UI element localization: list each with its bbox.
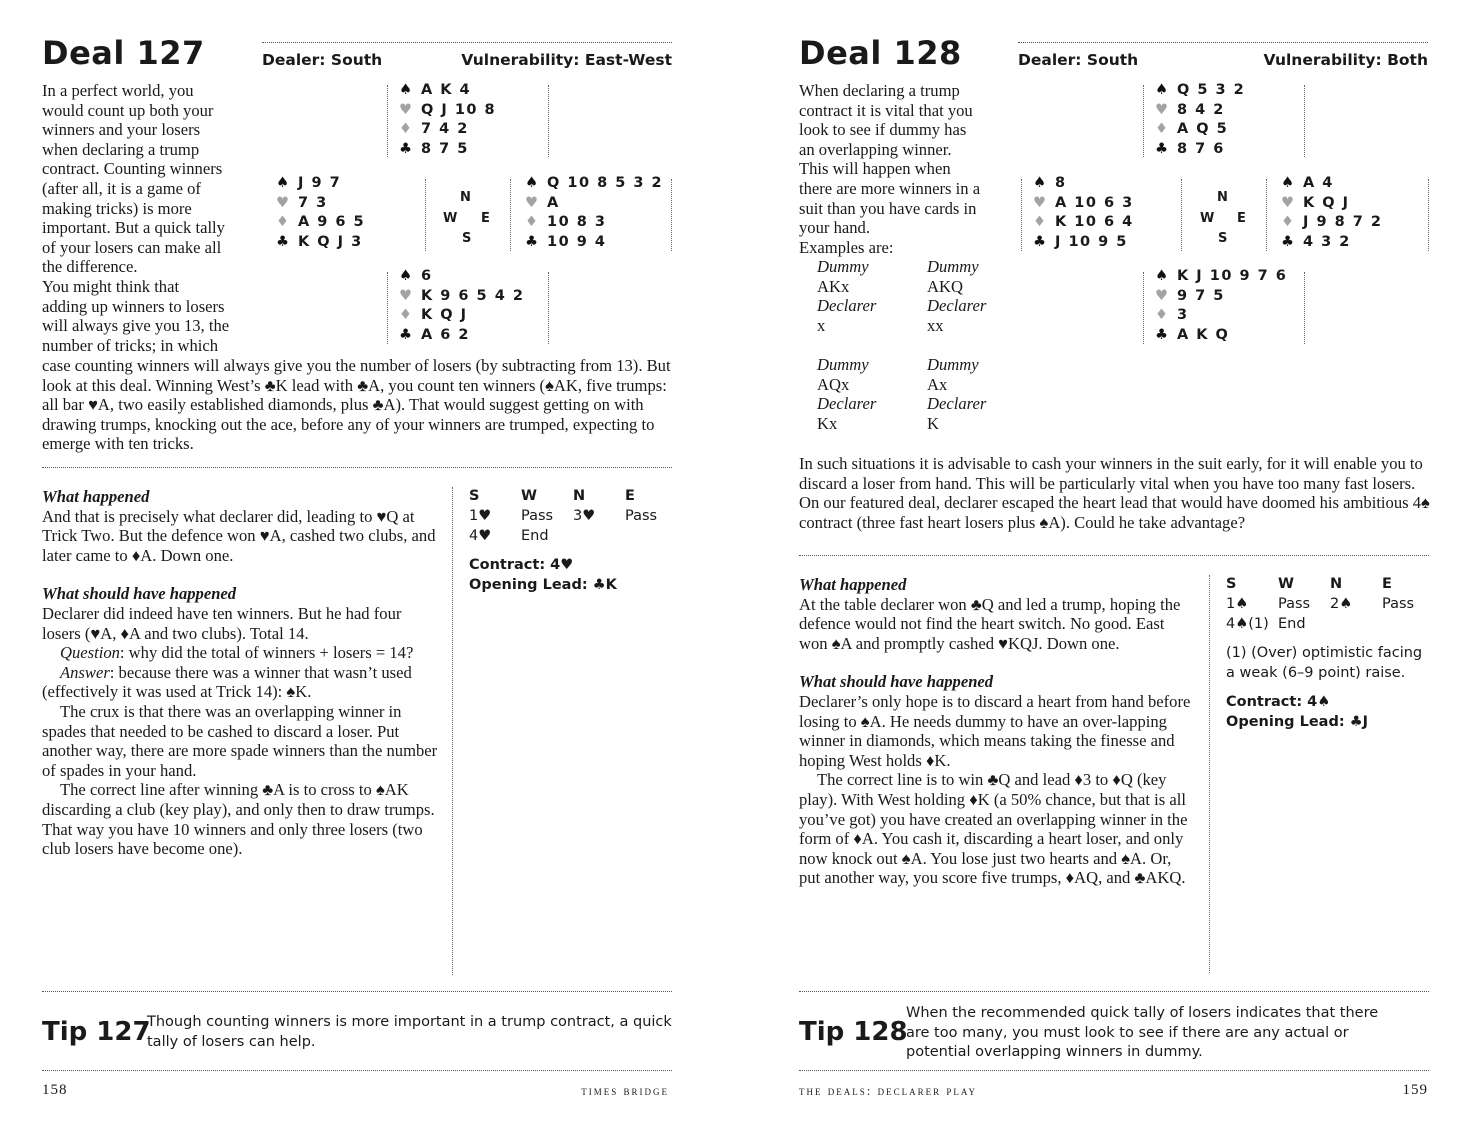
bid-cell: 4♥ <box>469 528 492 544</box>
what-happened-heading: What happened <box>42 487 150 506</box>
analysis-column <box>799 575 1195 888</box>
intro-continued: case counting winners will always give you the number of losers (by subtracting from 13). But look at this deal. Winning West’s ♣K lead with ♣A, you count ten winners (♠AK, five trumps: all bar ♥A, two easily established diamonds, plus ♣A). That would suggest getting on with drawing trumps, knocking out the ace, before any of your winners are trumped, expecting to emerge with ten tricks. <box>42 356 671 454</box>
bid-header-w: W <box>521 488 537 504</box>
deal-title: Deal 128 <box>799 34 962 72</box>
should-p3: The correct line after winning ♣A is to cross to ♠AK discarding a club (key play), and only then to draw trumps. That way you have 10 winners and only three losers (two club losers have become one). <box>42 780 435 859</box>
should-question <box>42 643 440 663</box>
diamond-icon: ♦ <box>525 214 538 230</box>
dealer-label: Dealer: South <box>1018 51 1139 69</box>
should-p2: The crux is that there was an overlapping winner in spades that needed to be cashed to discard a loser. Put another way, there are more spade winners than the number of spades in your hand. <box>42 701 438 780</box>
intro-line: contract. Counting winners <box>42 159 223 179</box>
page-number: 158 <box>42 1082 68 1098</box>
hand-divider <box>1143 272 1144 344</box>
intro-line: You might think that <box>42 276 180 296</box>
bid-cell: 3♥ <box>573 508 596 524</box>
column-divider <box>1209 575 1210 973</box>
spade-icon: ♠ <box>1033 175 1046 191</box>
running-head: the deals: declarer play <box>799 1083 978 1098</box>
example-label: Dummy <box>927 355 979 374</box>
south-clubs: A K Q <box>1177 326 1230 343</box>
example-label: Dummy <box>817 355 869 374</box>
west-hand <box>1033 174 1134 252</box>
east-spades: Q 10 8 5 3 2 <box>547 175 664 191</box>
compass-n: N <box>460 190 471 205</box>
bidding-box <box>1226 575 1426 745</box>
intro-line: Examples are: <box>799 237 894 257</box>
tip-text: Though counting winners is more important in a trump contract, a quick tally of losers can help. <box>147 1014 672 1050</box>
north-spades: A K 4 <box>421 82 472 98</box>
spade-icon: ♠ <box>399 82 412 98</box>
intro-line: This will happen when <box>799 159 951 179</box>
intro-line: number of tricks; in which <box>42 335 219 355</box>
compass-e: E <box>481 211 490 226</box>
north-hearts: Q J 10 8 <box>421 101 497 118</box>
contract-label: Contract: 4♠ <box>1226 694 1331 710</box>
hand-divider <box>1021 179 1022 251</box>
diamond-icon: ♦ <box>1281 214 1294 230</box>
club-icon: ♣ <box>1155 140 1168 157</box>
section-rule <box>799 555 1429 556</box>
vulnerability-label: Vulnerability: East-West <box>461 51 672 69</box>
example-holding: Ax <box>927 374 948 394</box>
example-holding: Kx <box>817 413 838 433</box>
east-clubs: 10 9 4 <box>547 233 607 250</box>
intro-line: will always give you 13, the <box>42 316 230 336</box>
hand-divider <box>1266 179 1267 251</box>
example-holding: AQx <box>817 374 850 394</box>
should-p1: Declarer’s only hope is to discard a heart from hand before losing to ♠A. He needs dummy to have an over-lapping winner in diamonds, which means taking the finesse and hoping West holds ♦K. <box>799 691 1191 770</box>
bid-cell: Pass <box>521 508 554 524</box>
hand-divider <box>425 179 426 251</box>
intro-line: when declaring a trump <box>42 139 200 159</box>
hand-divider <box>1143 85 1144 157</box>
heart-icon: ♥ <box>1155 101 1168 118</box>
west-hearts: A 10 6 3 <box>1055 194 1134 211</box>
west-clubs: J 10 9 5 <box>1055 233 1128 250</box>
club-icon: ♣ <box>525 233 538 250</box>
answer-text: : because there was a winner that wasn’t used (effectively it was used at Trick 14): ♠K. <box>42 662 412 702</box>
example-label: Dummy <box>927 257 979 276</box>
example-holding: K <box>927 413 939 433</box>
bid-cell: Pass <box>1382 596 1415 612</box>
hand-divider <box>1304 85 1305 157</box>
hand-divider <box>548 272 549 344</box>
answer-label: Answer <box>60 662 110 682</box>
heart-icon: ♥ <box>399 101 412 118</box>
example-label: Declarer <box>927 296 987 316</box>
north-hand <box>399 81 496 159</box>
north-clubs: 8 7 6 <box>1177 140 1225 157</box>
example-3 <box>817 355 876 433</box>
heart-icon: ♥ <box>525 194 538 211</box>
should-answer <box>42 663 440 702</box>
heart-icon: ♥ <box>399 287 412 304</box>
what-happened-text: And that is precisely what declarer did, leading to ♥Q at Trick Two. But the defence won ♥A, cashed two clubs, and later came to ♦A. Down one. <box>42 506 436 565</box>
tip-rule-top <box>42 991 672 992</box>
hand-divider <box>387 272 388 344</box>
right-page <box>735 0 1470 1129</box>
page-number: 159 <box>1402 1082 1428 1098</box>
west-spades: J 9 7 <box>298 175 342 191</box>
east-diamonds: 10 8 3 <box>547 214 607 230</box>
west-hearts: 7 3 <box>298 194 328 211</box>
heart-icon: ♥ <box>1281 194 1294 211</box>
intro-text <box>799 81 999 257</box>
bid-cell: 1♠ <box>1226 596 1249 612</box>
intro-line: an overlapping winner. <box>799 139 952 159</box>
intro-line: winners and your losers <box>42 120 201 140</box>
intro-text <box>42 81 242 355</box>
diamond-icon: ♦ <box>1155 307 1168 323</box>
heart-icon: ♥ <box>276 194 289 211</box>
compass-e: E <box>1237 211 1246 226</box>
question-label: Question <box>60 643 120 663</box>
example-label: Declarer <box>817 296 877 316</box>
header-rule <box>262 42 672 43</box>
intro-line: (after all, it is a game of <box>42 178 201 198</box>
club-icon: ♣ <box>1281 233 1294 250</box>
east-hand <box>525 174 663 252</box>
example-holding: AKQ <box>927 276 963 296</box>
tip-rule-bottom <box>42 1070 672 1071</box>
compass-w: W <box>443 211 458 226</box>
club-icon: ♣ <box>1033 233 1046 250</box>
north-spades: Q 5 3 2 <box>1177 82 1246 98</box>
compass-n: N <box>1217 190 1228 205</box>
spade-icon: ♠ <box>1155 82 1168 98</box>
club-icon: ♣ <box>399 326 412 343</box>
heart-icon: ♥ <box>1155 287 1168 304</box>
north-clubs: 8 7 5 <box>421 140 469 157</box>
intro-line: there are more winners in a <box>799 178 981 198</box>
question-text: : why did the total of winners + losers = 14? <box>119 643 414 663</box>
intro-line: When declaring a trump <box>799 81 960 100</box>
hand-divider <box>1304 272 1305 344</box>
south-hand <box>399 267 524 345</box>
club-icon: ♣ <box>1155 326 1168 343</box>
intro-line: In a perfect world, you <box>42 81 194 100</box>
hand-divider <box>387 85 388 157</box>
south-spades: K J 10 9 7 6 <box>1177 268 1288 284</box>
club-icon: ♣ <box>276 233 289 250</box>
bid-header-n: N <box>573 488 586 504</box>
example-label: Declarer <box>927 394 987 414</box>
spade-icon: ♠ <box>276 175 289 191</box>
intro-line: of your losers can make all <box>42 237 222 257</box>
hand-divider <box>671 179 672 251</box>
spade-icon: ♠ <box>1155 268 1168 284</box>
dealer-label: Dealer: South <box>262 51 383 69</box>
diamond-icon: ♦ <box>1033 214 1046 230</box>
tip-number: Tip 128 <box>799 1017 908 1047</box>
intro-line: look to see if dummy has <box>799 120 967 140</box>
west-diamonds: K 10 6 4 <box>1055 214 1134 230</box>
intro-line: suit than you have cards in <box>799 198 977 218</box>
bid-header-e: E <box>625 488 635 504</box>
should-heading: What should have happened <box>799 672 994 692</box>
bid-cell: 4♠(1) <box>1226 616 1269 632</box>
east-hearts: K Q J <box>1303 194 1350 211</box>
example-4 <box>927 355 986 433</box>
bid-cell: Pass <box>625 508 658 524</box>
south-spades: 6 <box>421 268 433 284</box>
bidding-box <box>469 487 669 647</box>
north-diamonds: 7 4 2 <box>421 121 469 137</box>
bid-cell: 1♥ <box>469 508 492 524</box>
east-hand <box>1281 174 1382 252</box>
club-icon: ♣ <box>399 140 412 157</box>
running-head: times bridge <box>581 1083 669 1098</box>
should-p1: Declarer did indeed have ten winners. But he had four losers (♥A, ♦A and two clubs). Total 14. <box>42 603 402 643</box>
tip-rule-bottom <box>799 1070 1429 1071</box>
example-holding: AKx <box>817 276 850 296</box>
spade-icon: ♠ <box>399 268 412 284</box>
diamond-icon: ♦ <box>1155 121 1168 137</box>
section-rule <box>42 467 672 468</box>
east-hearts: A <box>547 194 560 211</box>
header-rule <box>1018 42 1428 43</box>
south-diamonds: K Q J <box>421 307 468 323</box>
intro-line: making tricks) is more <box>42 198 192 218</box>
bid-header-e: E <box>1382 576 1392 592</box>
example-holding: x <box>817 315 826 335</box>
opening-lead-label: Opening Lead: ♣J <box>1226 714 1369 730</box>
opening-lead-label: Opening Lead: ♣K <box>469 577 617 593</box>
hand-divider <box>510 179 511 251</box>
west-spades: 8 <box>1055 175 1067 191</box>
heart-icon: ♥ <box>1033 194 1046 211</box>
intro-line: contract it is vital that you <box>799 100 973 120</box>
what-happened-heading: What happened <box>799 575 907 594</box>
bid-cell: 2♠ <box>1330 596 1353 612</box>
south-hearts: 9 7 5 <box>1177 287 1225 304</box>
tip-text: When the recommended quick tally of losers indicates that there are too many, you must look to see if there are any actual or potential overlapping winners in dummy. <box>906 1005 1379 1060</box>
south-diamonds: 3 <box>1177 307 1189 323</box>
tip-number: Tip 127 <box>42 1017 151 1047</box>
should-p2: The correct line is to win ♣Q and lead ♦3 to ♦Q (key play). With West holding ♦K (a 50% chance, but that is all you’ve got) you have created an overlapping winner in the form of ♦A. You cash it, discarding a heart loser, and only now knock out ♠A. You lose just two hearts and ♠A. Or, put another way, you score five trumps, ♦AQ, and ♣AKQ. <box>799 770 1188 888</box>
bid-header-s: S <box>469 488 480 504</box>
south-hand <box>1155 267 1287 345</box>
bid-cell: End <box>521 528 549 544</box>
south-clubs: A 6 2 <box>421 326 470 343</box>
example-label: Declarer <box>817 394 877 414</box>
west-diamonds: A 9 6 5 <box>298 214 366 230</box>
spade-icon: ♠ <box>1281 175 1294 191</box>
tip-rule-top <box>799 991 1429 992</box>
spade-icon: ♠ <box>525 175 538 191</box>
should-heading: What should have happened <box>42 584 237 604</box>
what-happened-text: At the table declarer won ♣Q and led a trump, hoping the defence would not find the heart switch. No good. East won ♠A and promptly cashed ♥KQJ. Down one. <box>799 594 1181 653</box>
diamond-icon: ♦ <box>276 214 289 230</box>
column-divider <box>452 487 453 975</box>
intro-line: your hand. <box>799 218 870 238</box>
intro-line: the difference. <box>42 257 138 277</box>
analysis-column <box>42 487 440 859</box>
intro-line: important. But a quick tally <box>42 218 225 238</box>
contract-label: Contract: 4♥ <box>469 557 574 573</box>
bid-header-s: S <box>1226 576 1237 592</box>
north-diamonds: A Q 5 <box>1177 121 1229 137</box>
vulnerability-label: Vulnerability: Both <box>1263 51 1428 69</box>
example-2 <box>927 257 986 335</box>
bid-header-w: W <box>1278 576 1294 592</box>
south-hearts: K 9 6 5 4 2 <box>421 287 525 304</box>
east-diamonds: J 9 8 7 2 <box>1303 214 1383 230</box>
diamond-icon: ♦ <box>399 307 412 323</box>
example-label: Dummy <box>817 257 869 276</box>
compass-s: S <box>462 231 472 246</box>
compass-s: S <box>1218 231 1228 246</box>
intro-continued: In such situations it is advisable to cash your winners in the suit early, for it will enable you to discard a loser from hand. This will be particularly vital when you have too many fast losers. On our featured deal, declarer escaped the heart lead that would have doomed his ambitious 4♠ contract (three fast heart losers plus ♠A). Could he take advantage? <box>799 454 1430 532</box>
bid-header-n: N <box>1330 576 1343 592</box>
diamond-icon: ♦ <box>399 121 412 137</box>
east-clubs: 4 3 2 <box>1303 233 1351 250</box>
intro-line: adding up winners to losers <box>42 296 225 316</box>
west-hand <box>276 174 365 252</box>
bidding-note: (1) (Over) optimistic facing a weak (6–9 point) raise. <box>1226 645 1423 681</box>
east-spades: A 4 <box>1303 175 1334 191</box>
hand-divider <box>548 85 549 157</box>
hand-divider <box>1181 179 1182 251</box>
example-1 <box>817 257 876 335</box>
north-hearts: 8 4 2 <box>1177 101 1225 118</box>
intro-line: would count up both your <box>42 100 214 120</box>
compass-w: W <box>1200 211 1215 226</box>
north-hand <box>1155 81 1245 159</box>
west-clubs: K Q J 3 <box>298 233 363 250</box>
hand-divider <box>1428 179 1429 251</box>
example-holding: xx <box>927 315 944 335</box>
bid-cell: End <box>1278 616 1306 632</box>
bid-cell: Pass <box>1278 596 1311 612</box>
deal-title: Deal 127 <box>42 34 205 72</box>
